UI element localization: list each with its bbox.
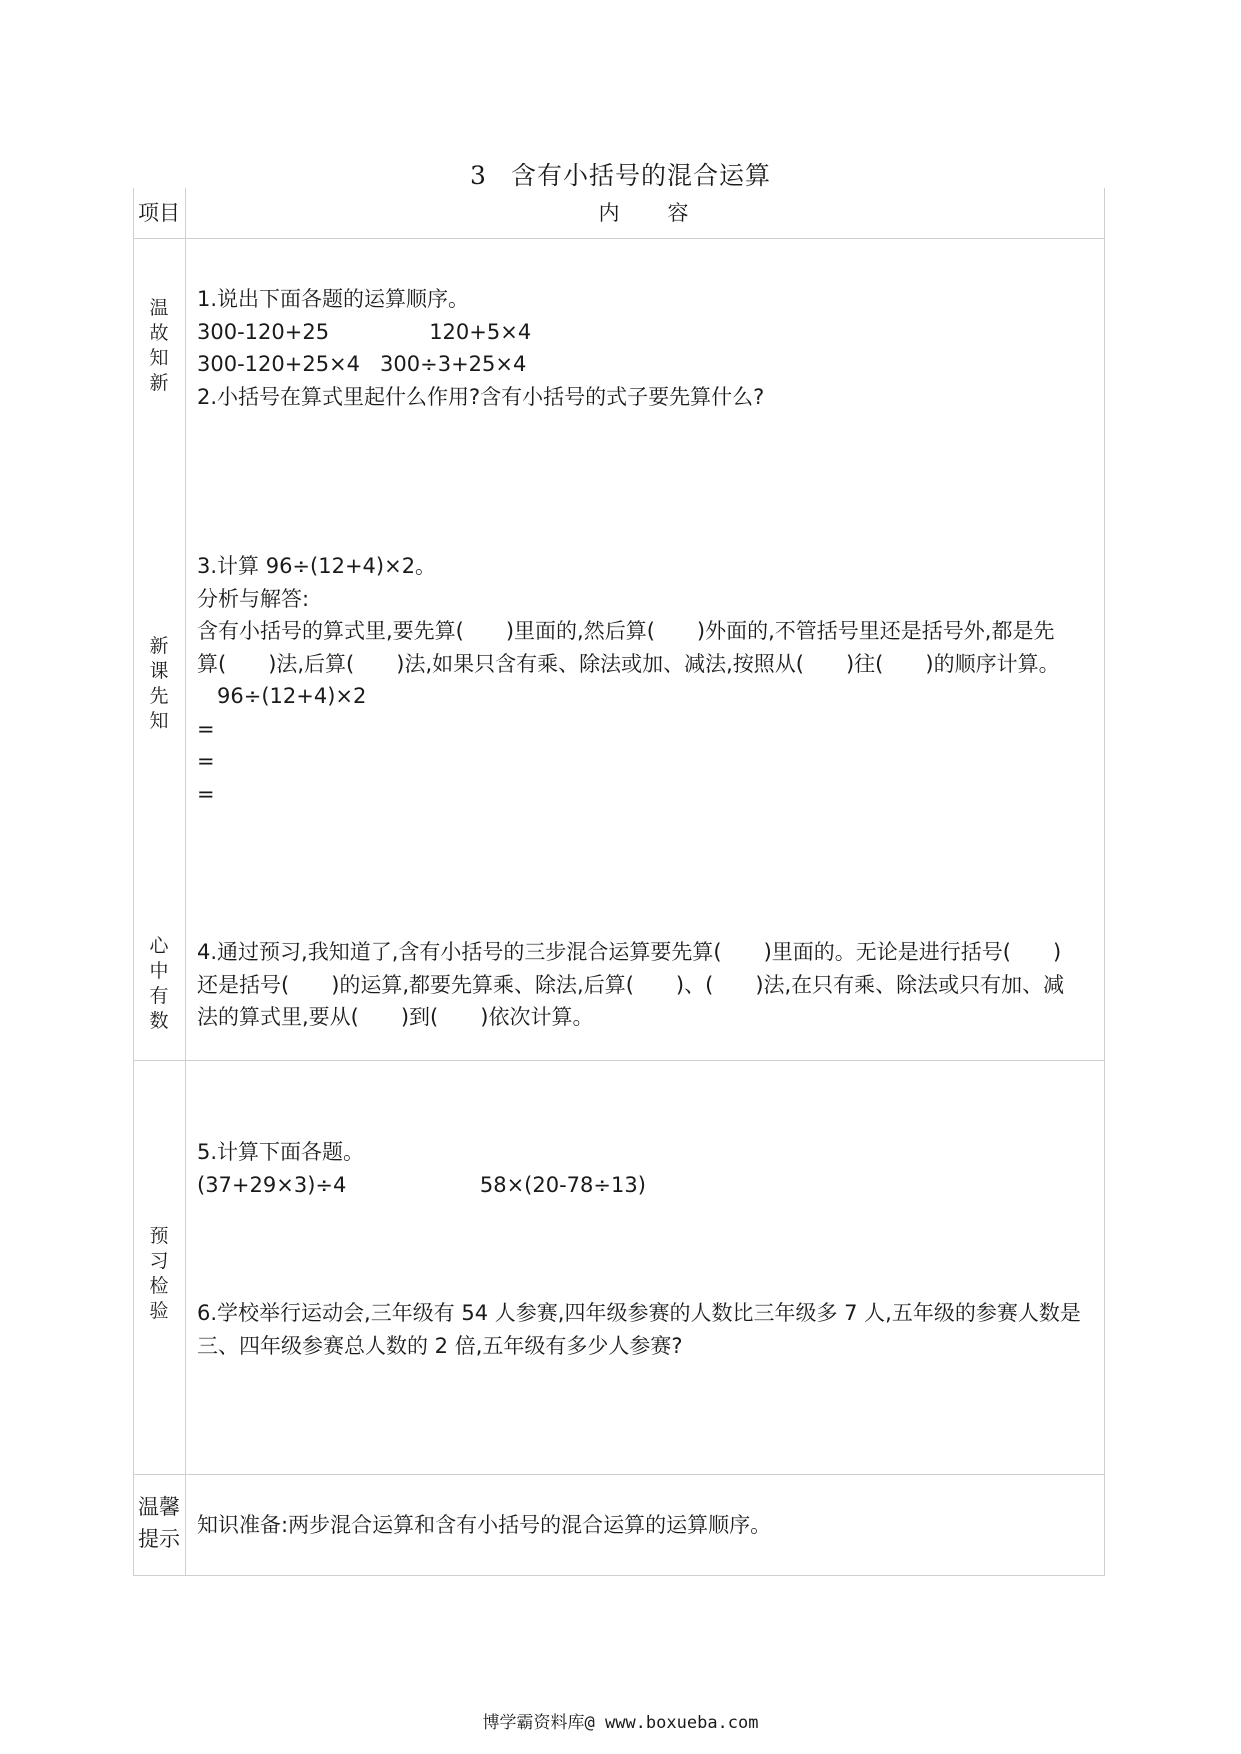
table-border-right [1104, 188, 1105, 1576]
question-1-line-1: 300-120+25 120+5×4 [197, 319, 532, 344]
review-block [197, 283, 1097, 413]
equals-line: = [197, 781, 215, 806]
mind-block [197, 936, 1097, 1034]
question-6-line-2: 三、四年级参赛总人数的 2 倍,五年级有多少人参赛? [197, 1333, 683, 1358]
question-3-expression: 96÷(12+4)×2 [197, 684, 367, 708]
section-divider [133, 1474, 1105, 1475]
tip-text: 知识准备:两步混合运算和含有小括号的混合运算的运算顺序。 [197, 1513, 772, 1537]
column-divider [185, 188, 186, 1576]
question-1: 1.说出下面各题的运算顺序。 [197, 287, 470, 311]
header-content: 内 容 [598, 201, 691, 225]
label-mind: 心 中 有 数 [149, 935, 169, 1032]
analysis-heading: 分析与解答: [197, 586, 310, 611]
section-divider [133, 1060, 1105, 1061]
header-project: 项目 [138, 201, 180, 225]
equals-line: = [197, 716, 215, 741]
question-5: 5.计算下面各题。 [197, 1140, 365, 1164]
question-4-line-2: 还是括号( )的运算,都要先算乘、除法,后算( )、( )法,在只有乘、除法或只有加、减 [197, 972, 1065, 997]
label-tip: 温馨 提示 [138, 1495, 180, 1551]
header-divider [133, 238, 1105, 239]
question-6-line-1: 6.学校举行运动会,三年级有 54 人参赛,四年级参赛的人数比三年级多 7 人,五年级的参赛人数是 [197, 1301, 1081, 1325]
question-1-line-2: 300-120+25×4 300÷3+25×4 [197, 352, 527, 376]
question-3-text-1: 含有小括号的算式里,要先算( )里面的,然后算( )外面的,不管括号里还是括号外,都是先 [197, 619, 1055, 643]
label-new-lesson: 新 课 先 知 [149, 635, 169, 732]
footer-watermark: 博学霸资料库@ www.boxueba.com [482, 1713, 759, 1733]
new-lesson-block [197, 550, 1097, 810]
question-3: 3.计算 96÷(12+4)×2。 [197, 554, 437, 578]
lesson-number: 3 [470, 161, 487, 190]
check-block-5 [197, 1136, 1097, 1201]
check-block-6 [197, 1297, 1097, 1362]
lesson-title: 含有小括号的混合运算 [510, 161, 771, 190]
equals-line: = [197, 749, 215, 773]
question-3-text-2: 算( )法,后算( )法,如果只含有乘、除法或加、减法,按照从( )往( )的顺序计算。 [197, 651, 1060, 676]
question-4-line-1: 4.通过预习,我知道了,含有小括号的三步混合运算要先算( )里面的。无论是进行括号( ) [197, 940, 1062, 964]
tip-block [197, 1509, 1097, 1542]
question-5-line: (37+29×3)÷4 58×(20-78÷13) [197, 1172, 646, 1197]
label-review: 温 故 知 新 [149, 297, 169, 394]
page-title [0, 156, 1241, 192]
question-4-line-3: 法的算式里,要从( )到( )依次计算。 [197, 1005, 594, 1029]
question-2: 2.小括号在算式里起什么作用?含有小括号的式子要先算什么? [197, 384, 765, 409]
label-check: 预 习 检 验 [149, 1225, 169, 1322]
table-border-bottom [133, 1575, 1105, 1576]
lesson-table [133, 188, 1105, 1576]
table-border-left [133, 188, 134, 1576]
